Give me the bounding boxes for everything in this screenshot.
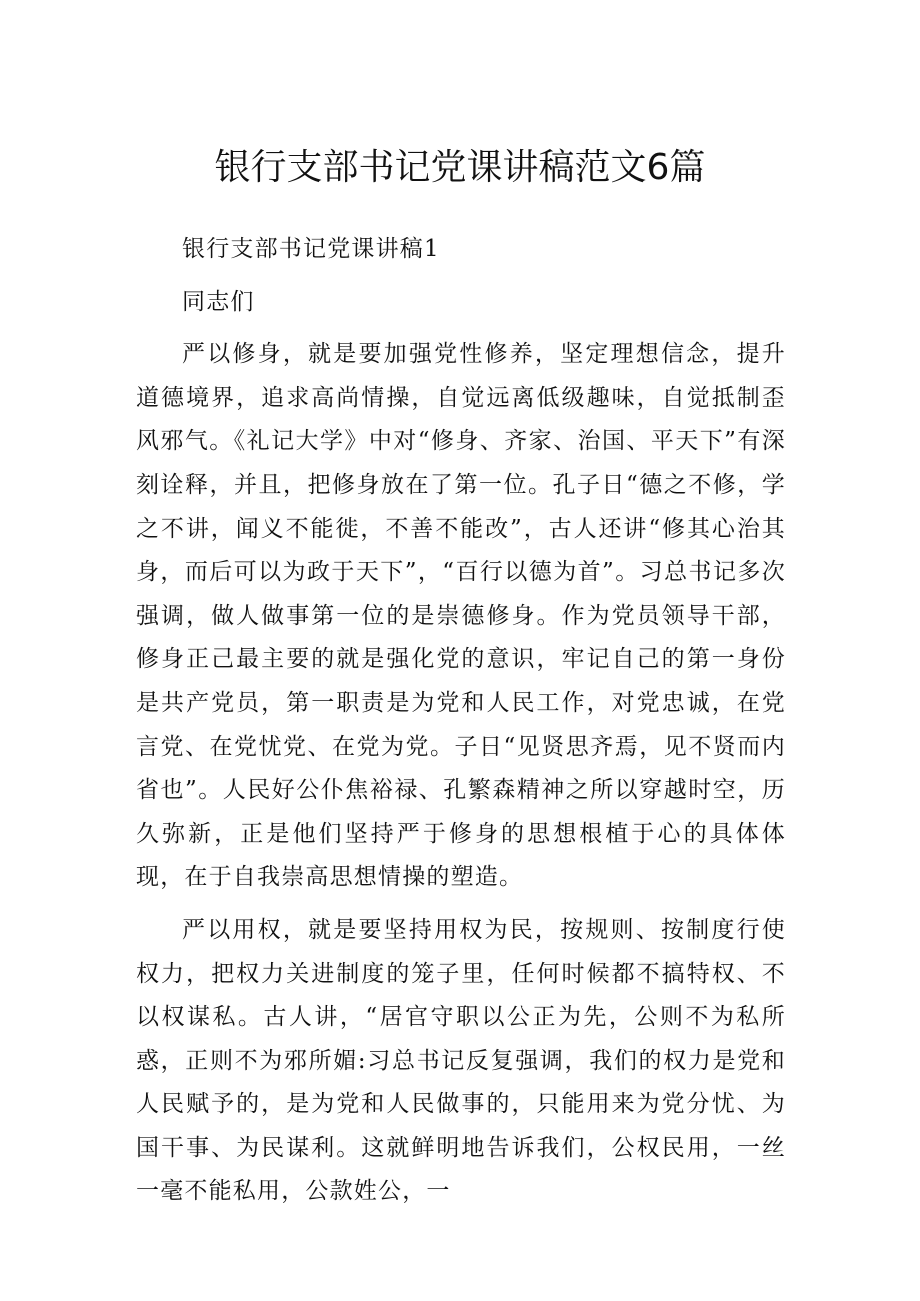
salutation: 同志们 bbox=[182, 288, 255, 315]
document-body bbox=[136, 228, 786, 1214]
paragraph-self-cultivation: 严以修身，就是要加强党性修养，坚定理想信念，提升道德境界，追求高尚情操，自觉远离低级趣味，自觉抵制歪风邪气。《礼记大学》中对“修身、齐家、治国、平天下”有深刻诠释，并且，把修身放在了第一位。孔子日“德之不修，学之不讲，闻义不能徙，不善不能改”，古人还讲“修其心治其身，而后可以为政于天下”，“百行以德为首”。习总书记多次强调，做人做事第一位的是崇德修身。作为党员领导干部，修身正己最主要的就是强化党的意识，牢记自己的第一身份是共产党员，第一职责是为党和人民工作，对党忠诚，在党言党、在党忧党、在党为党。子日“见贤思齐焉，见不贤而内省也”。人民好公仆焦裕禄、孔繁森精神之所以穿越时空，历久弥新，正是他们坚持严于修身的思想根植于心的具体体现，在于自我崇高思想情操的塑造。 bbox=[136, 341, 786, 891]
document-title: 银行支部书记党课讲稿范文6篇 bbox=[214, 147, 706, 188]
section-heading: 银行支部书记党课讲稿1 bbox=[182, 236, 440, 262]
paragraph-use-of-power: 严以用权，就是要坚持用权为民，按规则、按制度行使权力，把权力关进制度的笼子里，任何时候都不搞特权、不以权谋私。古人讲，“居官守职以公正为先，公则不为私所惑，正则不为邪所媚:习总书记反复强调，我们的权力是党和人民赋予的，是为党和人民做事的，只能用来为党分忧、为国干事、为民谋利。这就鲜明地告诉我们，公权民用，一丝一毫不能私用，公款姓公，一 bbox=[136, 916, 786, 1205]
